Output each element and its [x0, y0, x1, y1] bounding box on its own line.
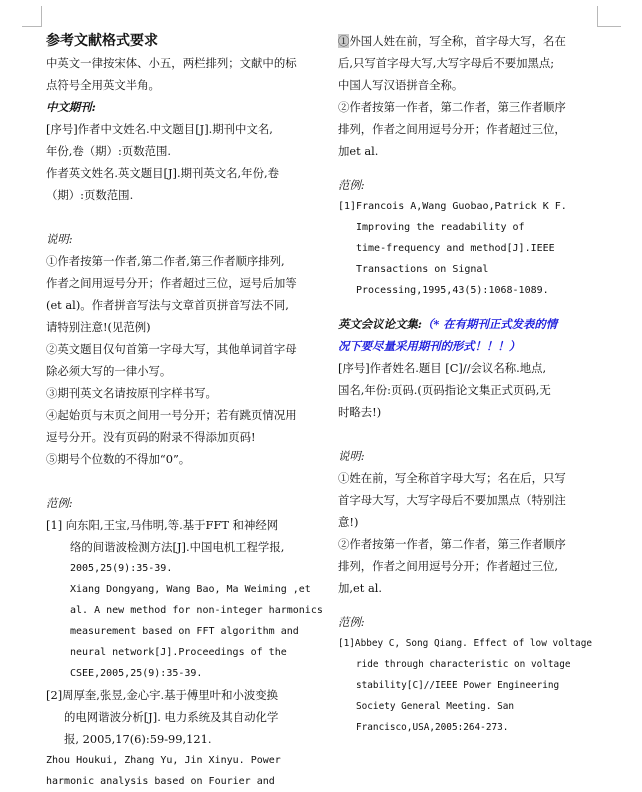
crop-mark [597, 26, 621, 27]
reference-line: neural network[J].Proceedings of the [70, 647, 287, 658]
note-line: 除必须大写的一律小写。 [46, 364, 172, 378]
note-line: 后,只写首字母大写,大写字母后不要加黑点; [338, 56, 555, 70]
format-line: [序号]作者中文姓名.中文题目[J].期刊中文名, [46, 122, 273, 136]
reference-line: time-frequency and method[J].IEEE [356, 243, 555, 254]
reference-line: Transactions on Signal [356, 264, 489, 275]
reference-line: Francisco,USA,2005:264-273. [356, 722, 509, 733]
crop-mark [597, 6, 598, 26]
format-line: 时略去!) [338, 405, 382, 419]
conference-warning: 况下要尽量采用期刊的形式！！！） [338, 339, 521, 353]
notes-heading: 说明: [46, 232, 73, 246]
note-line: ①作者按第一作者,第二作者,第三作者顺序排列, [46, 254, 285, 268]
note-line: 加et al. [338, 144, 379, 158]
notes-heading: 说明: [338, 449, 365, 463]
left-column [46, 30, 323, 792]
example-heading: 范例: [338, 615, 365, 629]
reference-line: [1]Abbey C, Song Qiang. Effect of low voltage [338, 638, 592, 649]
intro-line: 点符号全用英文半角。 [46, 78, 160, 92]
format-line: 年份,卷（期）:页数范围. [46, 144, 171, 158]
note-line: ⑤期号个位数的不得加“0”。 [46, 452, 191, 466]
note-line: 排列，作者之间用逗号分开；作者超过三位, [338, 559, 559, 573]
reference-line: [2]周厚奎,张昱,金心宇.基于傅里叶和小波变换 [46, 688, 279, 702]
reference-line: CSEE,2005,25(9):35-39. [70, 668, 203, 679]
format-line: 国名,年份:页码.(页码指论文集正式页码,无 [338, 383, 551, 397]
reference-line: Society General Meeting. San [356, 701, 515, 712]
reference-line: measurement based on FFT algorithm and [70, 626, 299, 637]
section-heading-journal: 中文期刊: [46, 100, 96, 114]
format-line: [序号]作者姓名.题目 [C]//会议名称.地点, [338, 361, 547, 375]
reference-line: Zhou Houkui, Zhang Yu, Jin Xinyu. Power [46, 755, 281, 766]
reference-line: ride through characteristic on voltage [356, 659, 571, 670]
format-line: 作者英文姓名.英文题目[J].期刊英文名,年份,卷 [46, 166, 279, 180]
reference-line: 络的间谐波检测方法[J].中国电机工程学报, [70, 540, 285, 554]
section-heading-conference: 英文会议论文集: [338, 317, 422, 331]
note-line: ④起始页与末页之间用一号分开；若有跳页情况用 [46, 408, 297, 422]
note-line: ②作者按第一作者，第二作者，第三作者顺序 [338, 100, 566, 114]
intro-line: 中英文一律按宋体、小五，两栏排列；文献中的标 [46, 56, 297, 70]
format-line: （期）:页数范围. [46, 188, 134, 202]
note-line: 作者之间用逗号分开；作者超过三位，逗号后加等 [46, 276, 297, 290]
note-line: 意!) [338, 515, 359, 529]
reference-line: harmonic analysis based on Fourier and [46, 776, 275, 787]
reference-line: [1] 向东阳,王宝,马伟明,等.基于FFT 和神经网 [46, 518, 279, 532]
right-column [338, 30, 606, 738]
note-line: 中国人写汉语拼音全称。 [338, 78, 464, 92]
note-line: 排列，作者之间用逗号分开；作者超过三位， [338, 122, 566, 136]
note-line: 首字母大写，大写字母后不要加黑点（特别注 [338, 493, 566, 507]
note-line: 逗号分开。没有页码的附录不得添加页码! [46, 430, 256, 444]
reference-line: Improving the readability of [356, 222, 525, 233]
note-line: ②作者按第一作者，第二作者，第三作者顺序 [338, 537, 566, 551]
reference-line: 2005,25(9):35-39. [70, 563, 173, 574]
reference-line: 的电网谐波分析[J]. 电力系统及其自动化学 [64, 710, 279, 724]
reference-line: stability[C]//IEEE Power Engineering [356, 680, 560, 691]
crop-mark [22, 26, 42, 27]
conference-warning: （* 在有期刊正式发表的情 [421, 317, 558, 331]
note-line: 请特别注意!(见范例) [46, 320, 151, 334]
reference-line: [1]Francois A,Wang Guobao,Patrick K F. [338, 201, 567, 212]
crop-mark [41, 6, 42, 26]
conference-heading-line [338, 313, 606, 335]
selection-highlight: ① [338, 34, 350, 48]
note-line: ①外国人姓在前，写全称，首字母大写，名在 [338, 34, 566, 48]
note-line: ③期刊英文名请按原刊字样书写。 [46, 386, 217, 400]
reference-line: 报, 2005,17(6):59-99,121. [64, 732, 212, 746]
reference-line: Processing,1995,43(5):1068-1089. [356, 285, 549, 296]
page-title: 参考文献格式要求 [46, 33, 158, 49]
example-heading: 范例: [338, 178, 365, 192]
note-line: ②英文题目仅句首第一字母大写，其他单词首字母 [46, 342, 297, 356]
note-line: (et al)。作者拼音写法与文章首页拼音写法不同, [46, 298, 289, 312]
reference-line: al. A new method for non-integer harmonics [70, 605, 323, 616]
note-line: ①姓在前，写全称首字母大写；名在后，只写 [338, 471, 566, 485]
note-line: 加,et al. [338, 581, 383, 595]
reference-line: Xiang Dongyang, Wang Bao, Ma Weiming ,et [70, 584, 311, 595]
example-heading: 范例: [46, 496, 73, 510]
